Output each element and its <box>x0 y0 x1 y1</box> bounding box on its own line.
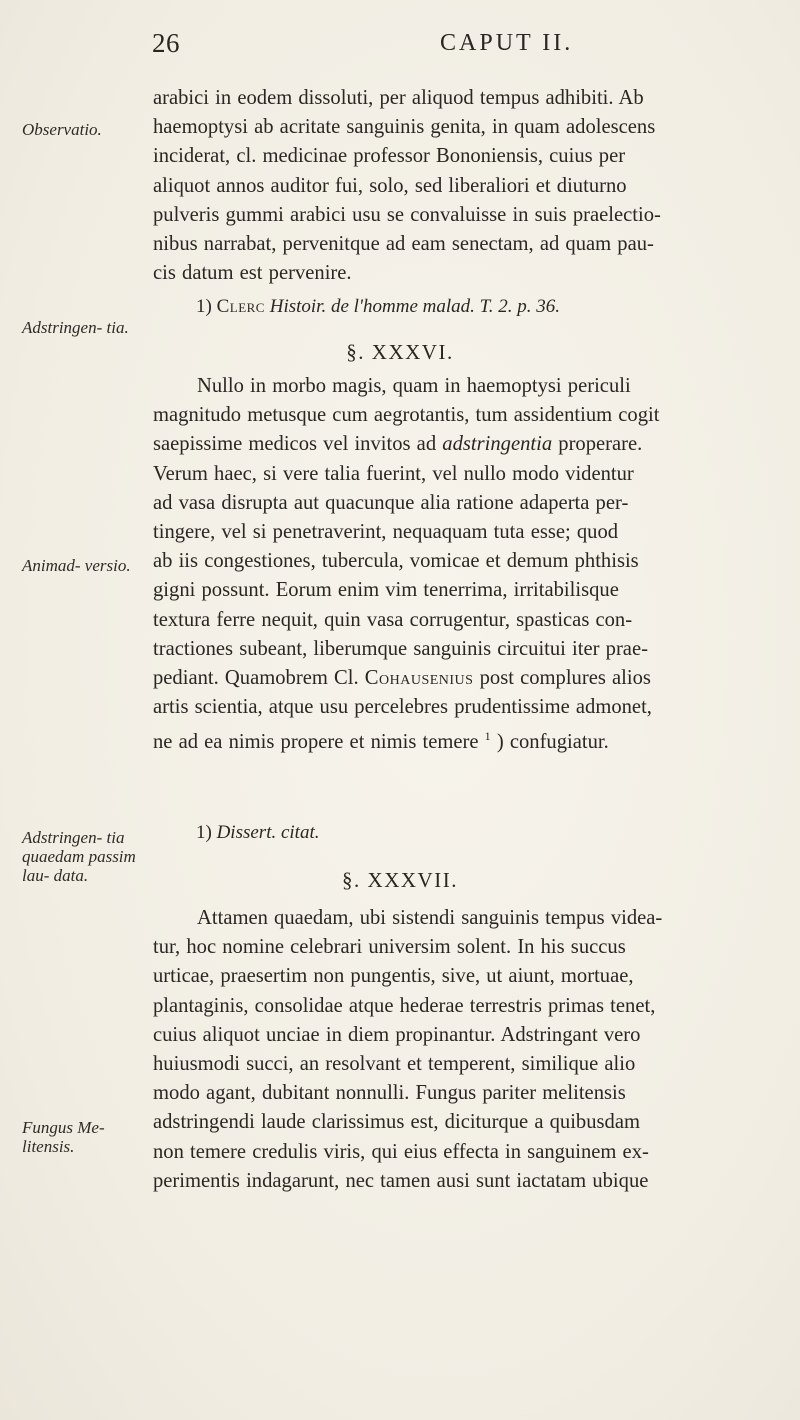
running-head: CAPUT II. <box>440 30 574 56</box>
paragraph-1 <box>153 84 763 288</box>
text-line: tur, hoc nomine celebrari universim solent. In his succus <box>153 936 626 959</box>
text-line: cuius aliquot unciae in diem propinantur. Adstringant vero <box>153 1023 641 1046</box>
text-line: Nullo in morbo magis, quam in haemoptysi periculi <box>197 375 631 397</box>
text-line: pulveris gummi arabici usu se convaluisse in suis praelectio- <box>153 203 661 226</box>
note-marker: 1 <box>484 729 491 744</box>
text-line: nibus narrabat, pervenitque ad eam senectam, ad quam pau- <box>153 233 654 256</box>
margin-note-adstringentia: Adstringen- tia. <box>22 318 129 337</box>
text-line: ab iis congestiones, tubercula, vomicae et demum phthisis <box>153 550 639 573</box>
footnote-marker: 1) <box>196 296 212 317</box>
section-36-text <box>153 372 763 758</box>
text-line: haemoptysi ab acritate sanguinis genita, in quam adolescens <box>153 116 656 139</box>
text-line: tingere, vel si penetraverint, nequaquam tuta esse; quod <box>153 521 619 544</box>
text-line: Verum haec, si vere talia fuerint, vel nullo modo videntur <box>153 462 634 485</box>
margin-note-adstringentia-quaedam: Adstringen- tia quaedam passim lau- data. <box>22 828 136 885</box>
text-line: inciderat, cl. medicinae professor Bononiensis, cuius per <box>153 145 626 168</box>
text-line: pediant. Quamobrem Cl. Cohausenius post complures alios <box>153 667 651 690</box>
page-header <box>0 28 800 68</box>
text-line: adstringendi laude clarissimus est, diciturque a quibusdam <box>153 1111 640 1134</box>
text-line: Attamen quaedam, ubi sistendi sanguinis tempus videa- <box>197 907 663 929</box>
text-line: plantaginis, consolidae atque hederae terrestris primas tenet, <box>153 994 656 1017</box>
footnote-text: Dissert. citat. <box>216 822 320 843</box>
text-line: arabici in eodem dissoluti, per aliquod tempus adhibiti. Ab <box>153 87 644 109</box>
footnote-1 <box>196 296 560 318</box>
footnote-marker: 1) <box>196 822 212 843</box>
footnote-author: Clerc <box>216 296 265 317</box>
text-line: tractiones subeant, liberumque sanguinis circuitui iter prae- <box>153 637 648 660</box>
section-37-text <box>153 904 763 1196</box>
footnote-2 <box>196 822 320 844</box>
text-line: urticae, praesertim non pungentis, sive, ut aiunt, mortuae, <box>153 965 634 988</box>
text-line: artis scientia, atque usu percelebres prudentissime admonet, <box>153 696 652 719</box>
author-name: Cohausenius <box>364 667 474 690</box>
footnote-title: Histoir. de l'homme malad. T. 2. p. 36. <box>269 296 561 317</box>
text-line: magnitudo metusque cum aegrotantis, tum assidentium cogit <box>153 404 660 427</box>
text-line: huiusmodi succi, an resolvant et temperent, similique alio <box>153 1053 636 1076</box>
text-line: gigni possunt. Eorum enim vim tenerrima, irritabilisque <box>153 579 619 602</box>
text-line: aliquot annos auditor fui, solo, sed liberaliori et diuturno <box>153 174 627 197</box>
text-line: textura ferre nequit, quin vasa corrugentur, spasticas con- <box>153 608 633 631</box>
text-line: saepissime medicos vel invitos ad adstringentia properare. <box>153 433 643 456</box>
margin-note-fungus: Fungus Me- litensis. <box>22 1118 105 1156</box>
text-line: perimentis indagarunt, nec tamen ausi sunt iactatam ubique <box>153 1169 649 1192</box>
text-line: modo agant, dubitant nonnulli. Fungus pariter melitensis <box>153 1082 626 1105</box>
page-number: 26 <box>152 28 180 58</box>
margin-note-animadversio: Animad- versio. <box>22 556 131 575</box>
section-heading-37: §. XXXVII. <box>342 868 458 892</box>
text-line: cis datum est pervenire. <box>153 262 352 285</box>
margin-note-observatio: Observatio. <box>22 120 102 139</box>
text-line: non temere credulis viris, qui eius effecta in sanguinem ex- <box>153 1140 649 1163</box>
text-line: ne ad ea nimis propere et nimis temere $^1$ ) confugiatur. <box>153 729 609 754</box>
text-line: ad vasa disrupta aut quacunque alia ratione adaperta per- <box>153 491 629 514</box>
italic-term: adstringentia <box>442 433 553 456</box>
section-heading-36: §. XXXVI. <box>346 340 454 364</box>
